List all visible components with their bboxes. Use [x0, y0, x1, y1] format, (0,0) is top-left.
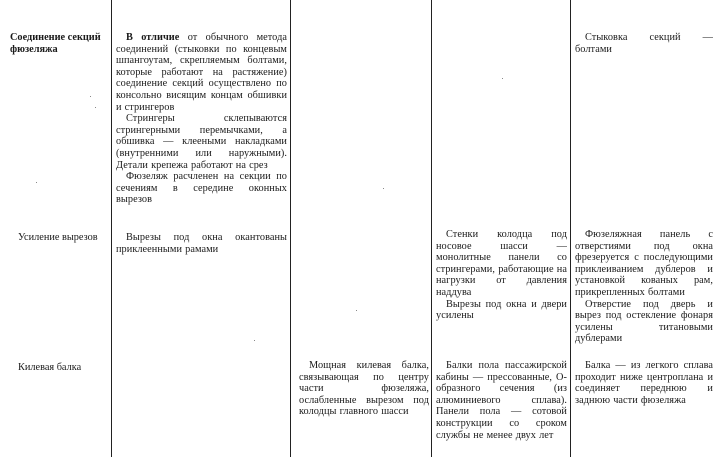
row1-col4-para1: Стыковка секций — болтами — [575, 32, 713, 55]
row3-col3-cell — [436, 360, 567, 441]
bold-lead: В отличие — [126, 32, 180, 43]
scan-speck — [95, 107, 96, 108]
row-label-section-joint — [10, 32, 108, 55]
row2-col3-cell — [436, 229, 567, 322]
row1-col1-cell — [116, 32, 287, 206]
row-label-text: Килевая балка — [18, 362, 82, 373]
column-rule-3 — [431, 0, 432, 457]
column-rule-1 — [111, 0, 112, 457]
row2-col1-cell — [116, 232, 287, 255]
row1-col4-cell — [575, 32, 713, 55]
row3-col2-cell — [299, 360, 429, 418]
scan-speck — [502, 78, 503, 79]
row2-col4-para1: Фюзеляжная панель с отверстиями под окна фрезеруется с последующими приклеиванием дублеров и установкой кованых рам, прикрепленных болтами — [575, 229, 713, 298]
row2-col3-para1: Стенки колодца под носовое шасси — монолитные панели со стрингерами, работающие на нагрузки от давления наддува — [436, 229, 567, 298]
row3-col4-cell — [575, 360, 713, 406]
scan-speck — [383, 188, 384, 189]
column-rule-4 — [570, 0, 571, 457]
row1-col1-para1: В отличие от обычного метода соединений (стыковки по концевым шпангоутам, скрепляемым болтами, которые работают на растяжение) соединение секций осуществлено по консольно висящим концам обшивки и стрингеров — [116, 32, 287, 113]
scan-speck — [254, 340, 255, 341]
scan-speck — [356, 310, 357, 311]
row-label-keel-beam — [18, 362, 108, 374]
row3-col2-para1: Мощная килевая балка, связывающая по центру части фюзеляжа, ослабленные вырезом под колодцы главного шасси — [299, 360, 429, 418]
row1-col1-para3: Фюзеляж расчленен на секции по сечениям в середине оконных вырезов — [116, 171, 287, 206]
row-label-text: Усиление вырезов — [18, 232, 98, 243]
row2-col1-para1: Вырезы под окна окантованы приклеенными рамами — [116, 232, 287, 255]
row-label-text: Соединение секций фюзеляжа — [10, 32, 101, 55]
row1-col1-para2: Стрингеры склепываются стрингерными перемычками, а обшивка — клееными накладками (внутренними или наружными). Детали крепежа работают на срез — [116, 113, 287, 171]
column-rule-2 — [290, 0, 291, 457]
scan-speck — [90, 96, 91, 97]
row3-col4-para1: Балка — из легкого сплава проходит ниже центроплана и соединяет переднюю и заднюю части фюзеляжа — [575, 360, 713, 406]
scan-speck — [36, 182, 37, 183]
row2-col4-para2: Отверстие под дверь и вырез под остекление фонаря усилены титановыми дублерами — [575, 298, 713, 345]
row2-col4-cell — [575, 229, 713, 345]
row3-col3-para1: Балки пола пассажирской кабины — прессованные, О-образного сечения (из алюминиевого сплава). Панели пола — сотовой конструкции со сроком службы не менее двух лет — [436, 360, 567, 441]
row2-col3-para2: Вырезы под окна и двери усилены — [436, 298, 567, 322]
row-label-cutout-reinforcement — [18, 232, 98, 244]
